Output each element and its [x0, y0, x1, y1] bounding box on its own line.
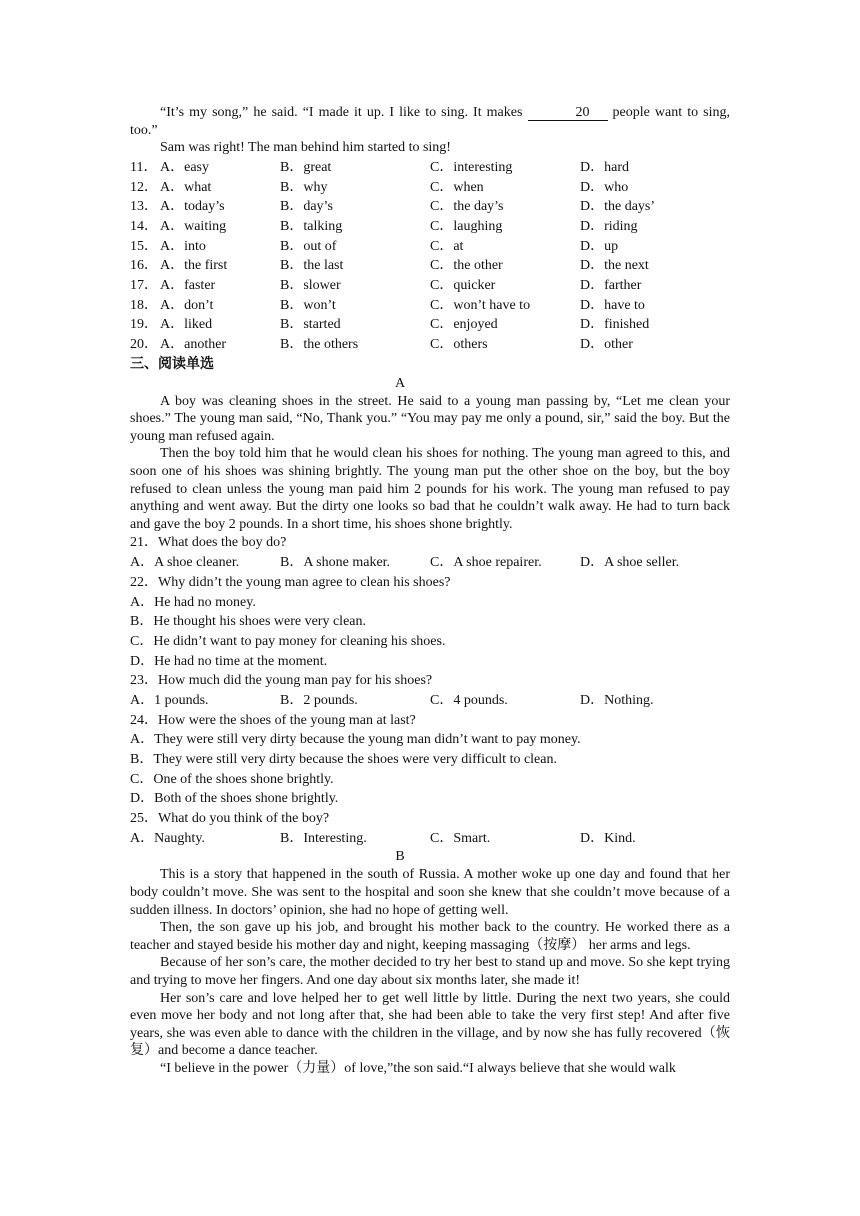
question-number: 16．: [130, 258, 158, 274]
question-number: 17．: [130, 277, 158, 293]
option-c[interactable]: C．when: [430, 179, 484, 195]
option-c[interactable]: C．quicker: [430, 277, 496, 293]
option-group: [160, 179, 730, 197]
option-c[interactable]: C．One of the shoes shone brightly.: [130, 771, 334, 787]
option-d[interactable]: D．A shoe seller.: [580, 555, 680, 571]
option-d[interactable]: D．farther: [580, 277, 642, 293]
passage-b-paragraph: Then, the son gave up his job, and brought his mother back to the country. He worked there as a teacher and stayed beside his mother day and night, keeping massaging（按摩） her arms and legs.: [130, 920, 730, 953]
cloze-option-row: [130, 217, 730, 237]
option-d[interactable]: D．who: [580, 179, 629, 195]
question-number: 18．: [130, 297, 158, 313]
option-b[interactable]: B．2 pounds.: [280, 692, 358, 708]
option-a[interactable]: A．easy: [160, 159, 209, 175]
passage-b-paragraph: This is a story that happened in the south of Russia. A mother woke up one day and found that her body couldn’t move. She was sent to the hospital and soon she knew that she couldn’t move because of a sudden illness. In doctors’ opinion, she had no hope of getting well.: [130, 867, 730, 918]
option-c[interactable]: C．interesting: [430, 159, 513, 175]
answer-blank-20[interactable]: 20: [528, 106, 608, 121]
question-25-options: [130, 829, 730, 849]
option-a[interactable]: A．They were still very dirty because the young man didn’t want to pay money.: [130, 732, 581, 748]
option-group: [160, 238, 730, 256]
question-number: 14．: [130, 218, 158, 234]
option-c[interactable]: C．laughing: [430, 218, 503, 234]
option-a[interactable]: A．what: [160, 179, 212, 195]
option-a[interactable]: A．don’t: [160, 297, 214, 313]
option-c[interactable]: C．won’t have to: [430, 297, 531, 313]
cloze-paragraph: Sam was right! The man behind him started to sing!: [160, 140, 451, 156]
option-a[interactable]: A．into: [160, 238, 206, 254]
option-d[interactable]: D．He had no time at the moment.: [130, 653, 328, 669]
option-a[interactable]: A．A shoe cleaner.: [130, 555, 240, 571]
option-a[interactable]: A．He had no money.: [130, 594, 256, 610]
question-21: 21．What does the boy do?: [130, 535, 287, 551]
option-d[interactable]: D．Both of the shoes shone brightly.: [130, 791, 339, 807]
option-b[interactable]: B．He thought his shoes were very clean.: [130, 614, 366, 630]
document-page: [130, 104, 730, 1078]
option-c[interactable]: C．others: [430, 337, 488, 353]
option-c[interactable]: C．the other: [430, 258, 503, 274]
option-b[interactable]: B．won’t: [280, 297, 336, 313]
option-b[interactable]: B．They were still very dirty because the shoes were very difficult to clean.: [130, 752, 557, 768]
section-title: 三、阅读单选: [130, 356, 214, 372]
question-number: 20．: [130, 337, 158, 353]
cloze-option-row: [130, 276, 730, 296]
text: “It’s my song,” he said. “I made it up. I like to sing. It makes: [160, 105, 528, 120]
option-c[interactable]: C．He didn’t want to pay money for cleaning his shoes.: [130, 633, 446, 649]
option-b[interactable]: B．out of: [280, 238, 337, 254]
option-group: [160, 336, 730, 354]
cloze-option-row: [130, 237, 730, 257]
cloze-options: [130, 158, 730, 355]
cloze-option-row: [130, 197, 730, 217]
option-b[interactable]: B．day’s: [280, 199, 333, 215]
option-d[interactable]: D．up: [580, 238, 619, 254]
option-d[interactable]: D．Nothing.: [580, 692, 654, 708]
option-b[interactable]: B．great: [280, 159, 332, 175]
question-25: 25．What do you think of the boy?: [130, 811, 330, 827]
passage-a-label: A: [394, 375, 406, 391]
option-d[interactable]: D．the days’: [580, 199, 656, 215]
text: people want to sing, too.”: [130, 105, 730, 138]
option-b[interactable]: B．the last: [280, 258, 344, 274]
option-d[interactable]: D．the next: [580, 258, 649, 274]
question-number: 11．: [130, 159, 158, 175]
question-22: 22．Why didn’t the young man agree to clean his shoes?: [130, 574, 451, 590]
question-23: 23．How much did the young man pay for his shoes?: [130, 673, 433, 689]
option-b[interactable]: B．started: [280, 317, 341, 333]
passage-a-paragraph: Then the boy told him that he would clean his shoes for nothing. The young man agreed to this, and soon one of his shoes was shining brightly. The young man put the other shoe on the boy, but the boy refused to clean unless the young man paid him 2 pounds for his work. The young man refused to pay anything and went away. But the dirty one looks so bad that he couldn’t walk away. He had to turn back and gave the boy 2 pounds. In a short time, his shoes shone brightly.: [130, 446, 730, 532]
option-d[interactable]: D．hard: [580, 159, 629, 175]
option-a[interactable]: A．the first: [160, 258, 228, 274]
cloze-paragraph: [130, 104, 730, 139]
option-a[interactable]: A．faster: [160, 277, 216, 293]
question-number: 13．: [130, 199, 158, 215]
cloze-option-row: [130, 256, 730, 276]
question-21-options: [130, 553, 730, 573]
option-b[interactable]: B．Interesting.: [280, 830, 367, 846]
cloze-option-row: [130, 158, 730, 178]
passage-b-paragraph: Because of her son’s care, the mother decided to try her best to stand up and move. So she kept trying and trying to move her fingers. And one day about six months later, she made it!: [130, 955, 730, 988]
option-b[interactable]: B．A shone maker.: [280, 555, 391, 571]
option-a[interactable]: A．liked: [160, 317, 213, 333]
option-c[interactable]: C．4 pounds.: [430, 692, 508, 708]
option-a[interactable]: A．today’s: [160, 199, 225, 215]
option-a[interactable]: A．waiting: [160, 218, 227, 234]
option-c[interactable]: C．enjoyed: [430, 317, 498, 333]
option-c[interactable]: C．A shoe repairer.: [430, 555, 542, 571]
question-number: 15．: [130, 238, 158, 254]
option-group: [160, 277, 730, 295]
option-d[interactable]: D．riding: [580, 218, 638, 234]
option-a[interactable]: A．1 pounds.: [130, 692, 209, 708]
option-c[interactable]: C．at: [430, 238, 464, 254]
passage-b-paragraph: Her son’s care and love helped her to get well little by little. During the next two years, she could even move her body and not long after that, she had been able to take the very first step! And after five years, she was even able to dance with the children in the village, and by now she has fully recovered（恢复）and become a dance teacher.: [130, 990, 730, 1059]
cloze-option-row: [130, 315, 730, 335]
question-23-options: [130, 691, 730, 711]
option-c[interactable]: C．the day’s: [430, 199, 504, 215]
option-d[interactable]: D．have to: [580, 297, 645, 313]
option-group: [160, 257, 730, 275]
passage-b-paragraph: “I believe in the power（力量）of love,”the son said.“I always believe that she would walk: [160, 1060, 676, 1076]
option-d[interactable]: D．finished: [580, 317, 650, 333]
option-group: [160, 159, 730, 177]
option-d[interactable]: D．Kind.: [580, 830, 636, 846]
option-b[interactable]: B．why: [280, 179, 328, 195]
option-group: [160, 316, 730, 334]
option-group: [160, 297, 730, 315]
cloze-option-row: [130, 296, 730, 316]
option-c[interactable]: C．Smart.: [430, 830, 491, 846]
option-a[interactable]: A．Naughty.: [130, 830, 205, 846]
option-b[interactable]: B．slower: [280, 277, 341, 293]
option-b[interactable]: B．talking: [280, 218, 343, 234]
question-number: 19．: [130, 317, 158, 333]
option-group: [160, 218, 730, 236]
cloze-option-row: [130, 335, 730, 355]
cloze-option-row: [130, 177, 730, 197]
option-group: [160, 198, 730, 216]
question-number: 12．: [130, 179, 158, 195]
option-a[interactable]: A．another: [160, 337, 227, 353]
option-b[interactable]: B．the others: [280, 337, 359, 353]
question-24: 24．How were the shoes of the young man at last?: [130, 712, 416, 728]
passage-a-paragraph: A boy was cleaning shoes in the street. He said to a young man passing by, “Let me clean your shoes.” The young man said, “No, Thank you.” “You may pay me only a pound, sir,” said the boy. But the young man refused again.: [130, 393, 730, 444]
option-d[interactable]: D．other: [580, 337, 633, 353]
passage-b-label: B: [395, 849, 405, 865]
